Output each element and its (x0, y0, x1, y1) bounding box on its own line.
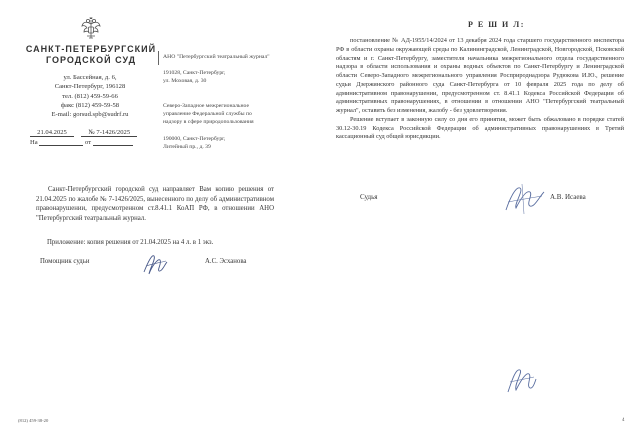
judge-signature (500, 178, 548, 218)
decision-body (336, 37, 624, 142)
judge-label: Судья (360, 193, 378, 201)
ot-label: от (85, 139, 92, 146)
assistant-name: А.С. Эсханова (205, 258, 247, 265)
recipient-address: Литейный пр., д. 39 (163, 144, 211, 150)
incoming-registration (30, 138, 133, 146)
decision-paragraph: постановление № АД-1955/14/2024 от 13 декабря 2024 года старшего государственного инспектора РФ в области охраны окружающей среды по Калининградской, Ленинградской, Новгородской, Псковской областям и г. Санкт-Петербургу, заместителя начальника межрегионального отдела государственного надзора в области использования и охраны водных объектов по Санкт-Петербургу и Ленинградской области Северо-Западного межрегионального управления Росприроднадзора Рудюкова И.Ю., решение судьи Дзержинского районного суда Санкт-Петербурга от 10 февраля 2025 года по делу об административном правонарушении, предусмотренном ст. 8.41.1 Кодекса Российской Федерации об административных правонарушениях, в отношении в отношении АНО "Петербургский театральный журнал", оставить без изменения, жалобу - без удовлетворения. (336, 37, 624, 114)
recipient-address: 191028, Санкт-Петербург, (163, 70, 226, 76)
court-name (24, 44, 158, 66)
na-label: На (30, 139, 38, 146)
outgoing-registration (30, 129, 137, 137)
na-blank (39, 138, 83, 146)
cover-letter-body (36, 185, 274, 223)
recipient-agency: надзору в сфере природопользования (163, 119, 254, 125)
decision-page (320, 0, 640, 434)
certification-signature (502, 362, 538, 398)
attachment-note: Приложение: копия решения от 21.04.2025 на 4 л. в 1 экз. (47, 239, 214, 246)
email-line: E-mail: gorsud.spb@sudrf.ru (51, 111, 129, 119)
judge-name: А.В. Исаева (550, 193, 586, 201)
recipient-name: АНО "Петербургский театральный журнал" (163, 54, 270, 60)
assistant-label: Помощник судьи (40, 258, 90, 265)
body-text: Санкт-Петербургский городской суд направляет Вам копию решения от 21.04.2025 по жалобе № 7-1426/2025, вынесенного по делу об административном правонарушении, предусмотренном ст.8.41.1 КоАП РФ, в отношении АНО "Петербургский театральный журнал. (36, 186, 274, 222)
page-number: 4 (622, 418, 625, 423)
court-name-line1: САНКТ-ПЕТЕРБУРГСКИЙ (25, 44, 157, 54)
reg-date: 21.04.2025 (30, 129, 74, 137)
court-address (30, 73, 150, 119)
ot-blank (93, 138, 133, 146)
recipient-address: ул. Моховая, д. 30 (163, 78, 207, 84)
fax-line: факс (812) 459-59-58 (60, 101, 120, 109)
court-name-line2: ГОРОДСКОЙ СУД (45, 55, 137, 65)
address-line: Санкт-Петербург, 196128 (54, 83, 126, 91)
recipient-marker (158, 51, 159, 65)
appeal-paragraph: Решение вступает в законную силу со дня его принятия, может быть обжаловано в порядке статей 30.12-30.19 Кодекса Российской Федерации об административных правонарушениях в Третий кассационный суд общей юрисдикции. (336, 115, 624, 141)
assistant-signature (140, 250, 170, 278)
recipient-address: 190000, Санкт-Петербург, (163, 136, 226, 142)
reg-number: № 7-1426/2025 (81, 129, 137, 137)
footer-phone: (812) 459-38-20 (18, 418, 49, 423)
coat-of-arms-icon (80, 16, 102, 42)
phone-line: тел. (812) 459-59-66 (62, 92, 118, 100)
recipient-agency: управление Федеральной службы по (163, 111, 252, 117)
address-line: ул. Бассейная, д. 6, (63, 74, 117, 81)
recipient-agency: Северо-Западное межрегиональное (163, 103, 249, 109)
decision-title: Р Е Ш И Л: (468, 20, 525, 29)
